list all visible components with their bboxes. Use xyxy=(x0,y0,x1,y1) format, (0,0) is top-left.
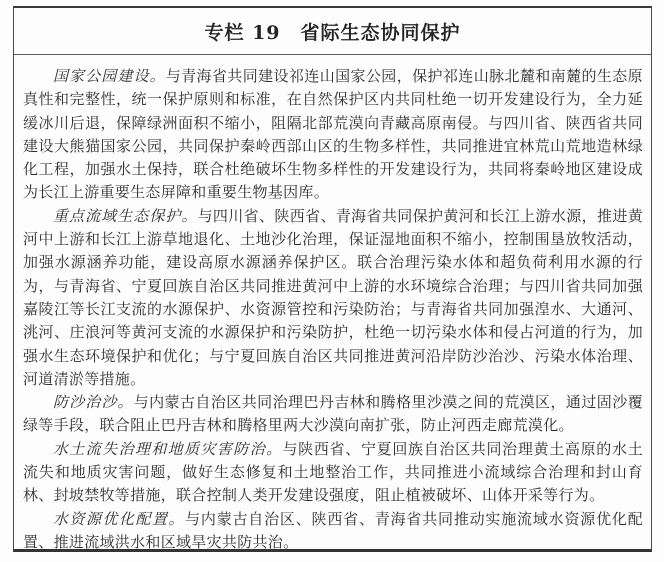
paragraph-text: 与四川省、陕西省、青海省共同保护黄河和长江上游水源，推进黄河中上游和长江上游草地退化、土地沙化治理，保证湿地面积不缩小，控制围垦放牧活动，加强水源涵养功能，建设高原水源涵养保护区。联合治理污染水体和超负荷利用水源的行为，与青海省、宁夏回族自治区共同推进黄河中上游的水环境综合治理；与四川省共同加强嘉陵江等长江支流的水源保护、水资源管控和污染防治；与青海省共同加强湟水、大通河、洮河、庄浪河等黄河支流的水源保护和污染防护，杜绝一切污染水体和侵占河道的行为，加强水生态环境保护和优化；与宁夏回族自治区共同推进黄河沿岸防沙治沙、污染水体治理、河道清淤等措施。 xyxy=(23,206,643,388)
paragraph-text: 与陕西省、宁夏回族自治区共同治理黄土高原的水土流失和地质灾害问题，做好生态修复和土地整治工作，共同推进小流域综合治理和封山育林、封坡禁牧等措施，联合控制人类开发建设强度，阻止植被破坏、山体开采等行为。 xyxy=(23,439,643,505)
paragraph-water-resource-allocation xyxy=(23,508,643,555)
paragraph-lead: 国家公园建设。 xyxy=(53,67,166,85)
feature-box xyxy=(13,6,652,552)
paragraph-lead: 水土流失治理和地质灾害防治。 xyxy=(53,439,283,458)
paragraph-text: 与青海省共同建设祁连山国家公园，保护祁连山脉北麓和南麓的生态原真性和完整性，统一保护原则和标准，在自然保护区内共同杜绝一切开发建设行为，全力延缓冰川后退，保障绿洲面积不缩小，阻隔北部荒漠向青藏高原南侵。与四川省、陕西省共同建设大熊猫国家公园，共同保护秦岭西部山区的生物多样性，共同推进宜林荒山荒地造林绿化工程，加强水土保持，联合杜绝破坏生物多样性的开发建设行为，共同将秦岭地区建设成为长江上游重要生态屏障和重要生物基因库。 xyxy=(23,67,643,202)
panel-title-bar xyxy=(14,8,651,55)
panel-title: 专栏 19 省际生态协同保护 xyxy=(204,21,461,44)
paragraph-lead: 水资源优化配置。 xyxy=(53,509,186,528)
paragraph-text: 与内蒙古自治区共同治理巴丹吉林和腾格里沙漠之间的荒漠区，通过固沙覆绿等手段，联合阻止巴丹吉林和腾格里两大沙漠向南扩张，防止河西走廊荒漠化。 xyxy=(23,393,643,435)
paragraph-desertification-control xyxy=(23,391,643,438)
paragraph-river-basin-protection xyxy=(23,205,643,391)
paragraph-text: 与内蒙古自治区、陕西省、青海省共同推动实施流域水资源优化配置、推进流域洪水和区域旱灾共防共治。 xyxy=(23,509,643,551)
paragraph-lead: 防沙治沙。 xyxy=(53,393,134,412)
paragraph-national-parks xyxy=(23,65,643,205)
paragraph-lead: 重点流域生态保护。 xyxy=(53,206,198,225)
panel-body xyxy=(14,55,651,554)
paragraph-soil-erosion-geohazard xyxy=(23,438,643,508)
